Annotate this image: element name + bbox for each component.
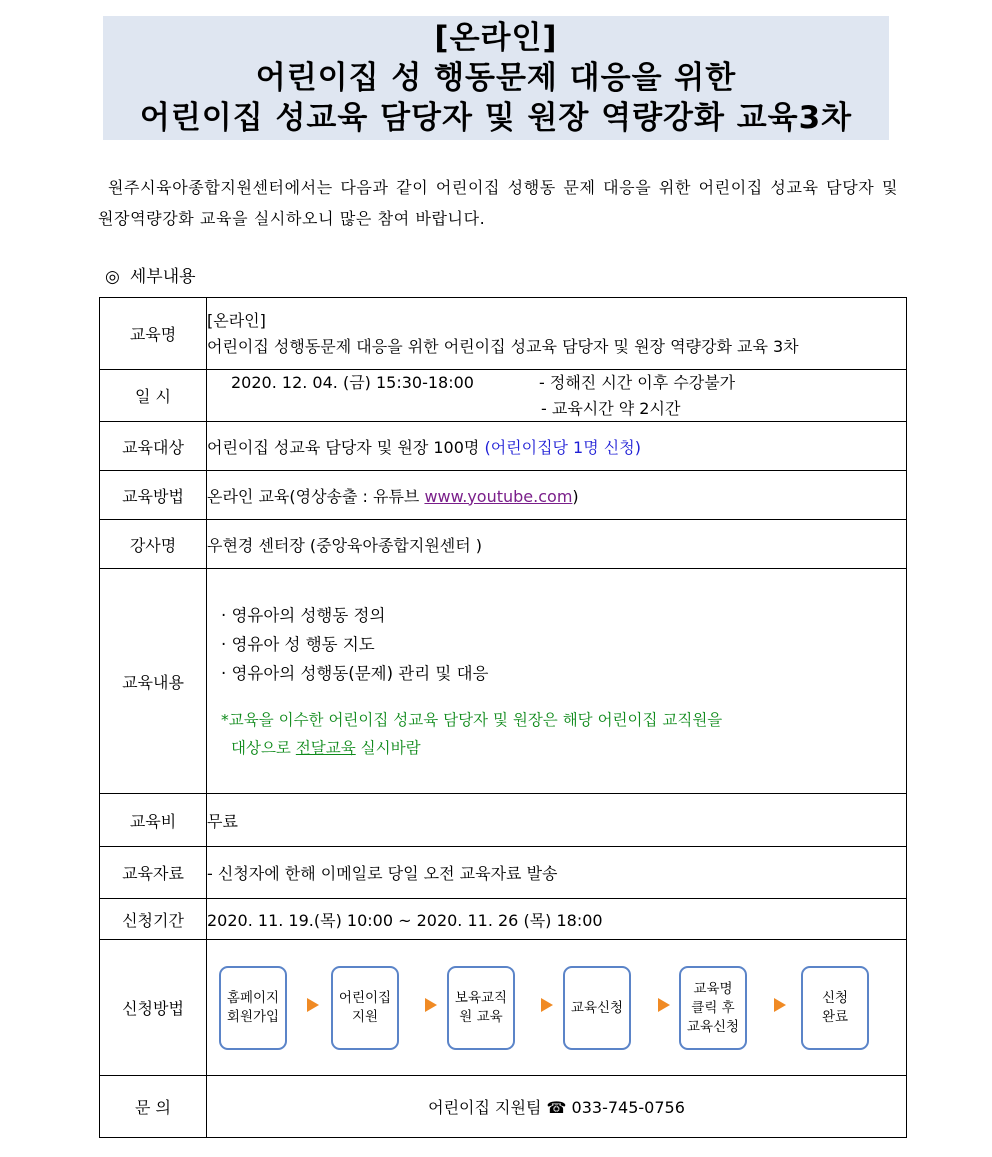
arrow-right-icon — [658, 998, 670, 1012]
contact-cell — [207, 1076, 907, 1138]
lecturer-cell: 우현경 센터장 (중앙육아종합지원센터 ) — [207, 520, 907, 569]
title-line-3: 어린이집 성교육 담당자 및 원장 역량강화 교육3차 — [139, 100, 853, 136]
flow-step-staff-training — [447, 966, 515, 1050]
phone-icon: ☎ — [546, 1098, 567, 1117]
note-text: 대상으로 — [231, 738, 296, 757]
list-item: · 영유아의 성행동 정의 — [221, 605, 386, 625]
title-line-2: 어린이집 성 행동문제 대응을 위한 — [255, 60, 737, 96]
apply-flow — [207, 940, 906, 1075]
target-text: 어린이집 성교육 담당자 및 원장 100명 — [207, 437, 485, 457]
step-text: 교육신청 — [686, 1018, 740, 1035]
details-table — [99, 297, 907, 1138]
arrow-right-icon — [425, 998, 437, 1012]
course-name-line-2: 어린이집 성행동문제 대응을 위한 어린이집 성교육 담당자 및 원장 역량강화 교육 3차 — [207, 336, 799, 356]
step-text: 어린이집 — [338, 990, 392, 1006]
row-label: 문 의 — [100, 1076, 207, 1138]
materials-cell: - 신청자에 한해 이메일로 당일 오전 교육자료 발송 — [207, 847, 907, 899]
content-list — [207, 601, 906, 688]
section-heading — [105, 262, 196, 287]
row-label: 일 시 — [100, 370, 207, 422]
period-cell: 2020. 11. 19.(목) 10:00 ~ 2020. 11. 26 (목) 18:00 — [207, 899, 907, 940]
step-text: 홈페이지 — [226, 990, 280, 1006]
table-row — [100, 422, 907, 471]
flow-step-signup — [219, 966, 287, 1050]
apply-flow-cell — [207, 940, 907, 1076]
step-text: 원 교육 — [459, 1009, 503, 1025]
flow-step-apply — [563, 966, 631, 1050]
note-text: 실시바람 — [355, 738, 421, 757]
content-cell — [207, 569, 907, 794]
row-label: 신청기간 — [100, 899, 207, 940]
row-label: 교육명 — [100, 298, 207, 370]
list-item: · 영유아의 성행동(문제) 관리 및 대응 — [221, 663, 489, 683]
table-row — [100, 794, 907, 847]
row-label: 강사명 — [100, 520, 207, 569]
title-banner — [103, 16, 889, 140]
contact-team: 어린이집 지원팀 — [428, 1098, 547, 1117]
youtube-link[interactable]: www.youtube.com — [424, 486, 573, 506]
target-cell — [207, 422, 907, 471]
date-notes — [539, 370, 735, 422]
fee-cell: 무료 — [207, 794, 907, 847]
table-row — [100, 520, 907, 569]
row-label: 신청방법 — [100, 940, 207, 1076]
table-row — [100, 847, 907, 899]
table-row — [100, 940, 907, 1076]
content-note — [207, 706, 906, 762]
table-row — [100, 298, 907, 370]
row-label: 교육대상 — [100, 422, 207, 471]
content-note-line-1: *교육을 이수한 어린이집 성교육 담당자 및 원장은 해당 어린이집 교직원을 — [221, 710, 723, 729]
date-cell — [207, 370, 907, 422]
note-underlined: 전달교육 — [295, 738, 356, 757]
method-suffix: ) — [572, 486, 579, 506]
intro-paragraph — [98, 172, 898, 234]
step-text: 지원 — [351, 1009, 379, 1025]
arrow-right-icon — [307, 998, 319, 1012]
bullet-circle-icon: ◎ — [105, 267, 120, 287]
course-name-line-1: [온라인] — [207, 310, 266, 330]
date-time: 2020. 12. 04. (금) 15:30-18:00 — [231, 373, 474, 392]
step-text: 보육교직 — [454, 990, 508, 1006]
table-row — [100, 370, 907, 422]
table-row — [100, 471, 907, 520]
step-text: 교육명 — [693, 980, 733, 997]
method-prefix: 온라인 교육(영상송출 : 유튜브 — [207, 486, 425, 506]
list-item: · 영유아 성 행동 지도 — [221, 634, 375, 654]
row-label: 교육방법 — [100, 471, 207, 520]
row-label: 교육내용 — [100, 569, 207, 794]
flow-step-daycare-support — [331, 966, 399, 1050]
content-note-line-2 — [221, 734, 906, 762]
step-text: 클릭 후 — [691, 999, 735, 1016]
method-cell — [207, 471, 907, 520]
date-note-1: - 정해진 시간 이후 수강불가 — [539, 373, 736, 392]
target-highlight: (어린이집당 1명 신청) — [484, 437, 641, 457]
flow-step-complete — [801, 966, 869, 1050]
table-row — [100, 1076, 907, 1138]
contact-phone: 033-745-0756 — [566, 1098, 685, 1117]
arrow-right-icon — [541, 998, 553, 1012]
table-row — [100, 899, 907, 940]
step-text: 교육신청 — [570, 999, 624, 1016]
title-line-1: [온라인] — [434, 20, 558, 56]
table-row — [100, 569, 907, 794]
step-text: 회원가입 — [226, 1009, 280, 1025]
row-label: 교육비 — [100, 794, 207, 847]
section-label: 세부내용 — [129, 267, 196, 287]
arrow-right-icon — [774, 998, 786, 1012]
date-note-2: - 교육시간 약 2시간 — [541, 399, 681, 418]
row-label: 교육자료 — [100, 847, 207, 899]
step-text: 신청 — [821, 990, 849, 1006]
step-text: 완료 — [821, 1009, 849, 1025]
course-name-cell — [207, 298, 907, 370]
intro-text: 원주시육아종합지원센터에서는 다음과 같이 어린이집 성행동 문제 대응을 위한 어린이집 성교육 담당자 및 원장역량강화 교육을 실시하오니 많은 참여 바랍니다. — [98, 178, 898, 228]
flow-step-select-course — [679, 966, 747, 1050]
